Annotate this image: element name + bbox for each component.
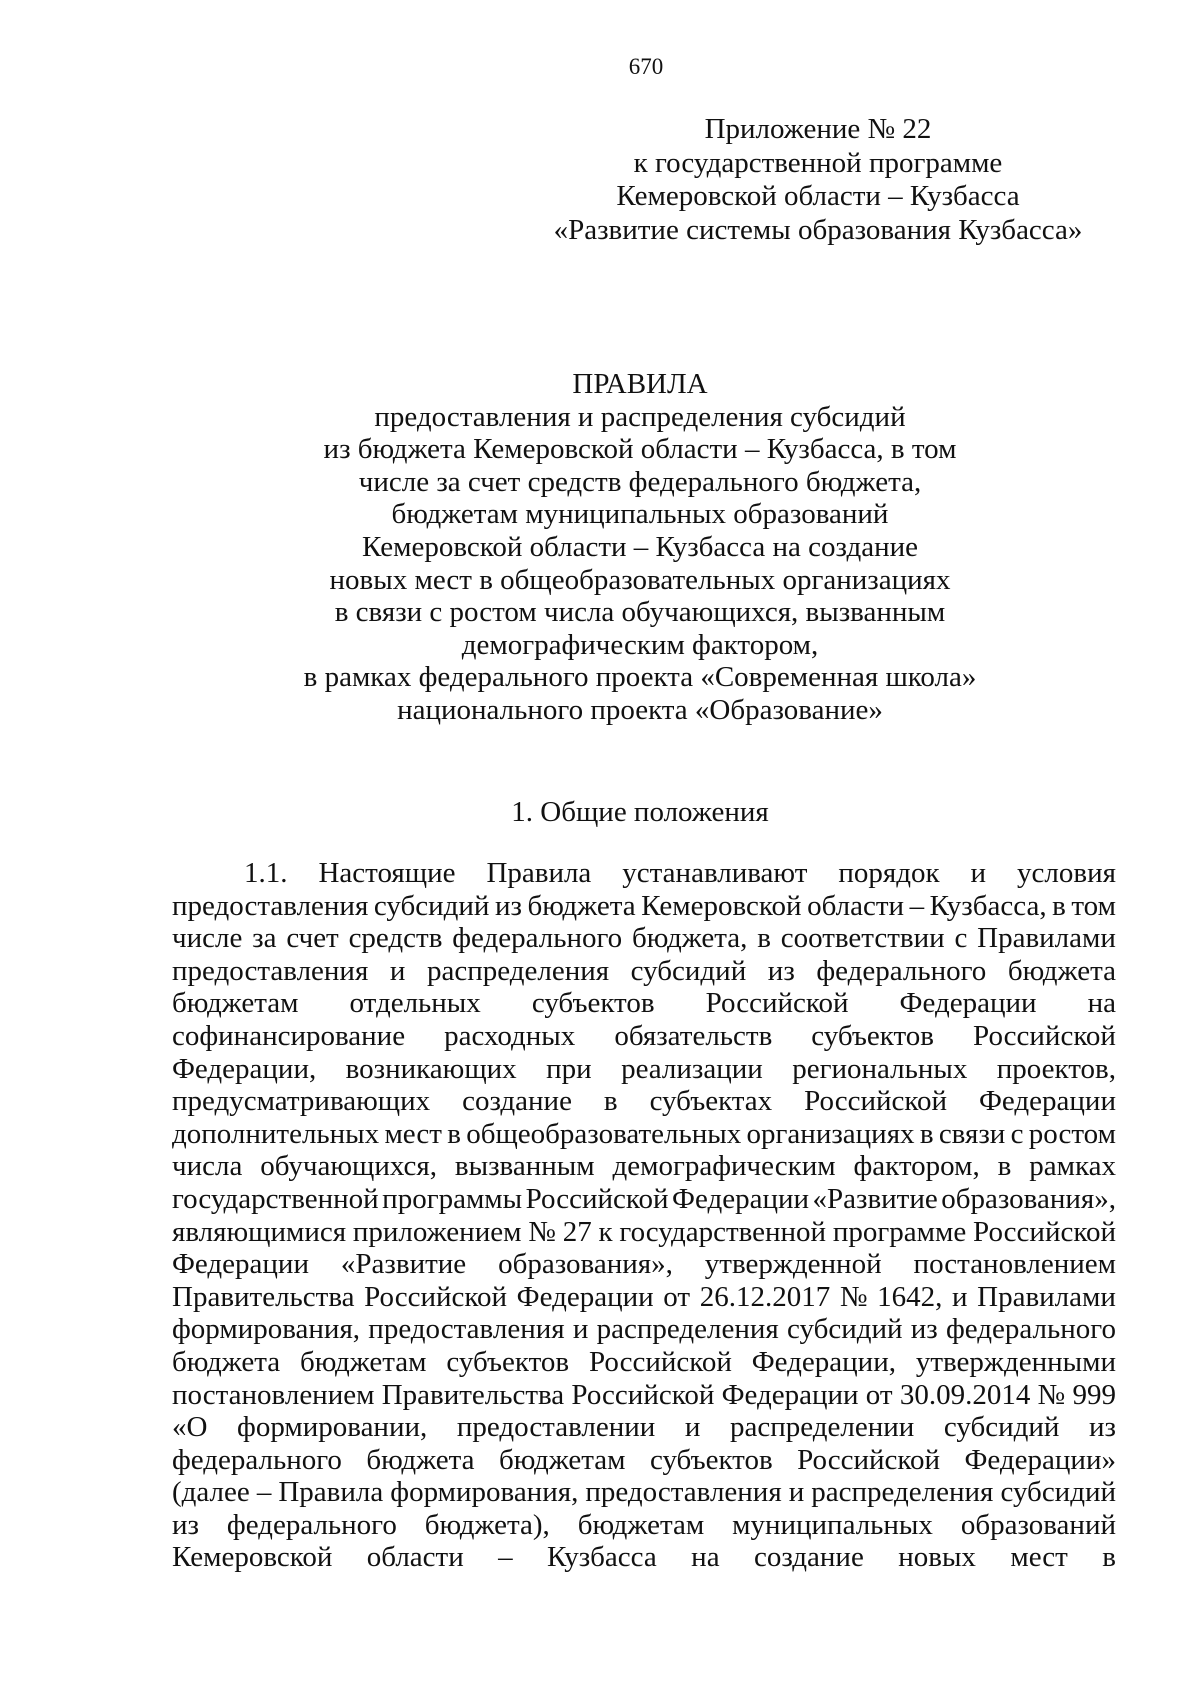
word: из: [172, 1508, 199, 1541]
word: Кузбасса: [547, 1541, 657, 1574]
word: создание: [462, 1085, 572, 1118]
word: за: [252, 922, 277, 955]
word: программы: [382, 1182, 523, 1215]
word: №: [839, 1280, 868, 1313]
paragraph-line: [172, 987, 1116, 1020]
word: бюджетам: [300, 1345, 427, 1378]
word: утвержденными: [915, 1345, 1116, 1378]
word: Федерации: [721, 1378, 859, 1411]
word: из: [1088, 1411, 1116, 1444]
word: 1642,: [877, 1280, 943, 1313]
word: Российской: [973, 1019, 1116, 1052]
word: региональных: [792, 1052, 968, 1085]
title-heading: ПРАВИЛА: [572, 368, 708, 400]
title-line: в рамках федерального проекта «Современная школа»: [303, 661, 977, 694]
word: предоставления: [172, 954, 369, 987]
word: Правительства: [172, 1280, 355, 1313]
word: на: [691, 1541, 720, 1574]
word: формирования,: [172, 1313, 361, 1346]
word: государственной: [172, 1182, 379, 1215]
word: «О: [172, 1411, 208, 1444]
word: дополнительных: [172, 1117, 380, 1150]
word: в: [757, 922, 771, 955]
word: мест: [1010, 1541, 1068, 1574]
word: Федерации,: [172, 1052, 317, 1085]
word: предоставления: [368, 1313, 565, 1346]
word: в: [997, 1150, 1012, 1183]
word: субъектах: [649, 1085, 773, 1118]
title-line: национального проекта «Образование»: [397, 693, 883, 726]
word: бюджета: [366, 1443, 475, 1476]
document-title: [175, 368, 1105, 727]
word: государственной: [619, 1215, 827, 1248]
paragraph-line: [172, 1118, 1116, 1151]
word: субъектов: [811, 1019, 934, 1052]
word: отдельных: [349, 987, 481, 1020]
word: ростом: [1028, 1117, 1116, 1150]
word: из: [910, 1313, 938, 1346]
annex-line: Приложение № 22: [704, 113, 932, 145]
word: (далее: [172, 1476, 250, 1509]
word: распределения: [596, 1313, 779, 1346]
word: Правилами: [977, 1280, 1116, 1313]
word: обязательств: [614, 1019, 773, 1052]
annex-line: Кемеровской области – Кузбасса: [616, 180, 1020, 212]
word: Правила: [278, 1476, 384, 1509]
word: с: [954, 922, 968, 955]
title-line: Кемеровской области – Кузбасса на создание: [362, 530, 918, 563]
word: и: [788, 1476, 805, 1509]
paragraph-line: [172, 1216, 1116, 1249]
word: расходных: [444, 1019, 576, 1052]
word: в: [919, 1117, 934, 1150]
word: соответствии: [780, 922, 945, 955]
paragraph-line: [172, 890, 1116, 923]
word: связи: [938, 1117, 1006, 1150]
word: Российской: [588, 1345, 732, 1378]
word: Кемеровской: [641, 889, 802, 922]
word: «Развитие: [340, 1248, 467, 1281]
paragraph-line: [172, 1476, 1116, 1509]
word: счет: [286, 922, 339, 955]
word: проектов,: [996, 1052, 1116, 1085]
word: утвержденной: [704, 1248, 882, 1281]
word: Правила: [486, 857, 592, 889]
word: от: [865, 1378, 893, 1411]
word: фактором,: [853, 1150, 980, 1183]
word: мест: [384, 1117, 442, 1150]
word: организациях: [746, 1117, 915, 1150]
word: бюджетам: [499, 1443, 626, 1476]
title-line: бюджетам муниципальных образований: [391, 498, 889, 531]
word: 30.09.2014: [899, 1378, 1031, 1411]
word: образования»,: [498, 1248, 673, 1281]
word: бюджета: [172, 1345, 281, 1378]
word: бюджета: [1007, 954, 1116, 987]
word: условия: [1017, 857, 1116, 889]
word: –: [256, 1476, 272, 1509]
word: субъектов: [531, 987, 655, 1020]
paragraph-1-1: [172, 857, 1116, 1574]
word: Российской: [705, 987, 849, 1020]
word: бюджетам: [577, 1508, 705, 1541]
word: средств: [348, 922, 443, 955]
word: в: [603, 1085, 618, 1118]
word: Федерации»: [964, 1443, 1116, 1476]
word: на: [1087, 987, 1116, 1020]
paragraph-line: [172, 955, 1116, 988]
paragraph-line: [172, 1541, 1116, 1574]
word: из: [767, 954, 795, 987]
paragraph-line: [172, 1150, 1116, 1183]
word: 27: [562, 1215, 592, 1248]
paragraph-line: [172, 1281, 1116, 1314]
word: из: [494, 889, 522, 922]
word: общеобразовательных: [466, 1117, 742, 1150]
section-heading: 1. Общие положения: [511, 796, 769, 828]
annex-line: «Развитие системы образования Кузбасса»: [553, 213, 1083, 246]
word: субсидий: [943, 1411, 1060, 1444]
word: №: [1037, 1378, 1066, 1411]
word: возникающих: [345, 1052, 517, 1085]
word: бюджета),: [424, 1508, 550, 1541]
word: постановлением: [172, 1378, 375, 1411]
word: устанавливают: [622, 857, 808, 889]
word: программе: [832, 1215, 967, 1248]
word: формировании,: [237, 1411, 428, 1444]
paragraph-line: [172, 1183, 1116, 1216]
word: распределении: [729, 1411, 915, 1444]
word: муниципальных: [732, 1508, 933, 1541]
word: и: [572, 1313, 589, 1346]
word: области: [366, 1541, 464, 1574]
word: субсидий: [1000, 1476, 1116, 1509]
paragraph-line: [172, 1020, 1116, 1053]
word: и: [389, 954, 406, 987]
word: 999: [1072, 1378, 1116, 1411]
word: и: [970, 857, 987, 889]
word: распределения: [426, 954, 610, 987]
word: в: [447, 1117, 461, 1150]
word: бюджета,: [632, 922, 748, 955]
word: обучающихся,: [260, 1150, 437, 1183]
word: Правилами: [977, 922, 1116, 955]
word: Российской: [797, 1443, 941, 1476]
title-line: числе за счет средств федерального бюджета,: [358, 465, 922, 498]
word: Федерации: [172, 1248, 309, 1281]
paragraph-line: [172, 1444, 1116, 1477]
word: постановлением: [913, 1248, 1116, 1281]
word: бюджета: [527, 889, 636, 922]
word: формирования,: [390, 1476, 579, 1509]
title-line: новых мест в общеобразовательных организациях: [329, 563, 951, 596]
word: при: [546, 1052, 592, 1085]
word: Российской: [973, 1215, 1116, 1248]
page-number: 670: [628, 54, 664, 79]
title-line: предоставления и распределения субсидий: [374, 400, 906, 433]
word: федерального: [172, 1443, 342, 1476]
word: демографическим: [612, 1150, 836, 1183]
word: в: [1052, 889, 1066, 922]
word: Настоящие: [318, 857, 456, 889]
word: и: [951, 1280, 968, 1313]
word: предоставлении: [456, 1411, 656, 1444]
word: субсидий: [373, 889, 490, 922]
word: от: [663, 1280, 691, 1313]
title-line: в связи с ростом числа обучающихся, вызванным: [334, 596, 946, 629]
word: Российской: [364, 1280, 508, 1313]
word: области: [807, 889, 905, 922]
word: Кузбасса,: [929, 889, 1047, 922]
word: вызванным: [454, 1150, 595, 1183]
word: –: [909, 889, 925, 922]
word: реализации: [621, 1052, 763, 1085]
word: Российской: [525, 1182, 669, 1215]
word: №: [528, 1215, 556, 1248]
word: предоставления: [585, 1476, 782, 1509]
paragraph-line: [172, 1379, 1116, 1412]
word: к: [598, 1215, 613, 1248]
word: том: [1071, 889, 1116, 922]
word: субъектов: [446, 1345, 570, 1378]
paragraph-line: [172, 922, 1116, 955]
word: с: [1010, 1117, 1024, 1150]
word: Федерации: [516, 1280, 654, 1313]
paragraph-line: [172, 1411, 1116, 1444]
word: Российской: [804, 1085, 948, 1118]
word: предусматривающих: [172, 1085, 431, 1118]
paragraph-line: [172, 1053, 1116, 1086]
word: субъектов: [649, 1443, 773, 1476]
word: создание: [753, 1541, 864, 1574]
title-line: демографическим фактором,: [461, 628, 819, 661]
word: числа: [172, 1150, 243, 1183]
paragraph-line: [172, 1085, 1116, 1118]
annex-line: к государственной программе: [633, 146, 1003, 179]
word: софинансирование: [172, 1019, 406, 1052]
word: бюджетам: [172, 987, 299, 1020]
paragraph-line: [172, 1346, 1116, 1379]
word: распределения: [811, 1476, 994, 1509]
word: Федерации: [899, 987, 1037, 1020]
word: и: [684, 1411, 701, 1444]
paragraph-line: [172, 1248, 1116, 1281]
word: рамках: [1029, 1150, 1116, 1183]
paragraph-line: [172, 1313, 1116, 1346]
word: порядок: [838, 857, 940, 889]
annex-block: [530, 113, 1106, 247]
word: Федерации: [672, 1182, 810, 1215]
word: Федерации: [979, 1085, 1116, 1118]
word: Кемеровской: [172, 1541, 333, 1574]
word: –: [498, 1541, 513, 1574]
word: являющимися: [172, 1215, 347, 1248]
word: федерального: [816, 954, 987, 987]
word: «Развитие: [812, 1182, 938, 1215]
word: предоставления: [172, 889, 369, 922]
paragraph-line: [172, 857, 1116, 890]
word: федерального: [946, 1313, 1116, 1346]
title-line: из бюджета Кемеровской области – Кузбасса, в том: [323, 433, 957, 466]
paragraph-line: [172, 1509, 1116, 1542]
word: Федерации,: [751, 1345, 896, 1378]
word: приложением: [352, 1215, 522, 1248]
word: Правительства: [381, 1378, 565, 1411]
word: федерального: [226, 1508, 397, 1541]
word: 26.12.2017: [699, 1280, 831, 1313]
word: образования»,: [941, 1182, 1116, 1215]
word: субсидий: [630, 954, 747, 987]
word: числе: [172, 922, 243, 955]
word: образований: [960, 1508, 1116, 1541]
word: федерального: [452, 922, 623, 955]
word: субсидий: [786, 1313, 903, 1346]
word: Российской: [571, 1378, 715, 1411]
word: в: [1102, 1541, 1116, 1574]
word: 1.1.: [244, 857, 288, 889]
word: новых: [898, 1541, 976, 1574]
